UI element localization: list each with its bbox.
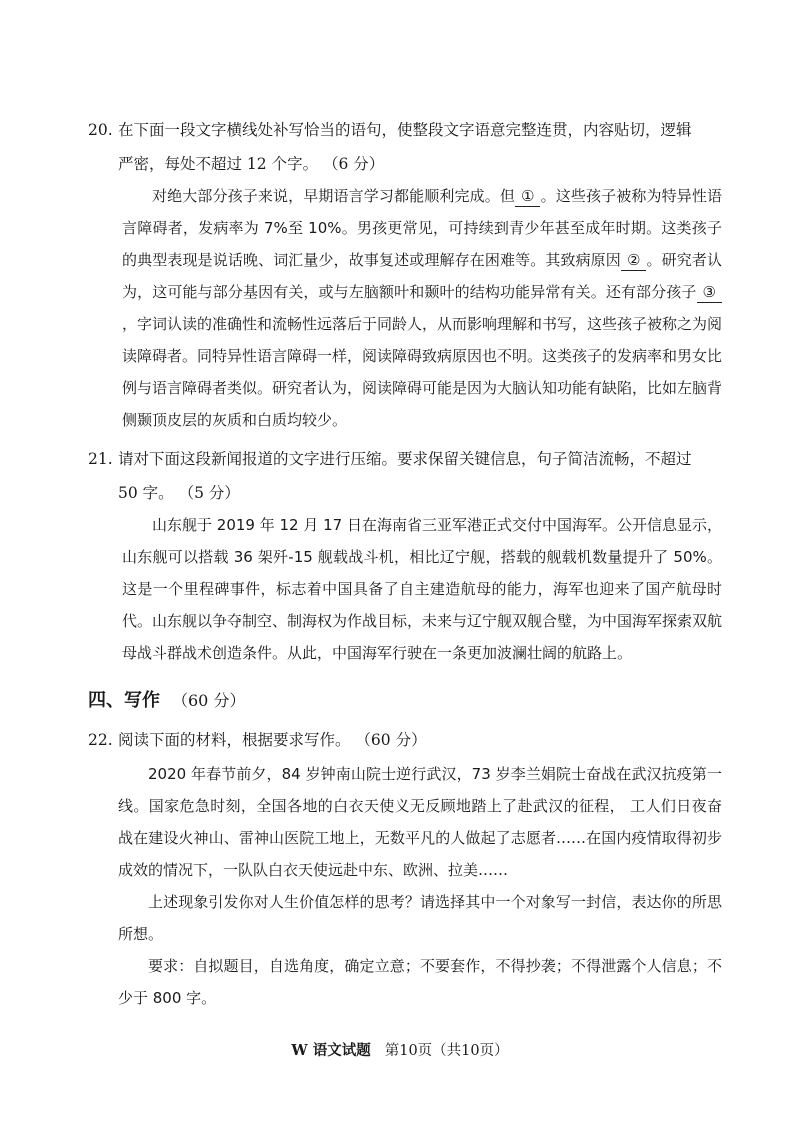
question-number: 22. [88,731,113,749]
footer-subject: W 语文试题 [291,1042,371,1059]
task-paragraph: 上述现象引发你对人生价值怎样的思考？请选择其中一个对象写一封信，表达你的所思所想。 [118,893,722,943]
material-paragraph: 2020 年春节前夕，84 岁钟南山院士逆行武汉，73 岁李兰娟院士奋战在武汉抗疫第一线。国家危急时刻，全国各地的白衣天使义无反顾地踏上了赴武汉的征程， 工人们日夜奋战在建设火神山、雷神山医院工地上，无数平凡的人做起了志愿者……在国内疫情取得初步成效的情况下，一队队白衣天使远赴中东、欧洲、拉美…… [118,765,722,879]
requirements-paragraph: 要求：自拟题目，自选角度，确定立意；不要套作，不得抄袭；不得泄露个人信息；不少于 800 字。 [118,957,722,1007]
blank-1: ① [515,186,540,207]
blank-2: ② [621,250,646,271]
prompt-line: 请对下面这段新闻报道的文字进行压缩。要求保留关键信息，句子简洁流畅，不超过 [118,450,692,468]
section-points: （60 分） [172,691,246,710]
question-22-material [118,758,722,1014]
question-21-prompt [88,442,728,510]
passage-text: ，字词认读的准确性和流畅性远落后于同龄人，从而影响理解和书写，这些孩子被称之为阅读障碍者。同特异性语言障碍一样，阅读障碍致病原因也不明。这类孩子的发病率和男女比例与语言障碍者类似。研究者认为，阅读障碍可能是因为大脑认知功能有缺陷，比如左脑背侧颞顶皮层的灰质和白质均较少。 [122,315,723,429]
prompt-line: 严密，每处不超过 12 个字。 （6 分） [118,155,385,173]
question-20-passage [122,180,722,436]
section-title: 四、写作 [88,690,160,711]
blank-3: ③ [697,282,722,303]
question-22-prompt [88,723,728,757]
question-20-prompt [88,113,728,181]
prompt-line: 在下面一段文字横线处补写恰当的语句，使整段文字语意完整连贯，内容贴切，逻辑 [118,121,692,139]
prompt-line: 50 字。 （5 分） [118,484,240,502]
passage-text: 对绝大部分孩子来说，早期语言学习都能顺利完成。但 [152,187,516,205]
question-number: 20. [88,121,113,139]
passage-text: 。这些孩子被称为特异性语言障碍者，发病率为 7%至 10%。男孩更常见，可持续到青少年甚至成年时期。这类孩子的典型表现是说话晚、词汇量少，故事复述或理解存在困难等。其致病原因 [122,187,722,269]
footer-page-info: 第10页（共10页） [384,1043,509,1059]
question-21-passage: 山东舰于 2019 年 12 月 17 日在海南省三亚军港正式交付中国海军。公开信息显示，山东舰可以搭载 36 架歼-15 舰载战斗机，相比辽宁舰，搭载的舰载机数量提升了 50%。这是一个里程碑事件，标志着中国具备了自主建造航母的能力，海军也迎来了国产航母时代。山东舰以争夺制空、制海权为作战目标，未来与辽宁舰双舰合璧，为中国海军探索双航母战斗群战术创造条件。从此，中国海军行驶在一条更加波澜壮阔的航路上。 [122,516,723,662]
prompt-line: 阅读下面的材料，根据要求写作。 （60 分） [118,731,427,749]
passage-text: 。研究者认为，这可能与部分基因有关，或与左脑额叶和颞叶的结构功能异常有关。还有部分孩子 [122,251,722,301]
section-heading [88,686,245,716]
question-number: 21. [88,450,113,468]
page-footer [0,1039,800,1063]
